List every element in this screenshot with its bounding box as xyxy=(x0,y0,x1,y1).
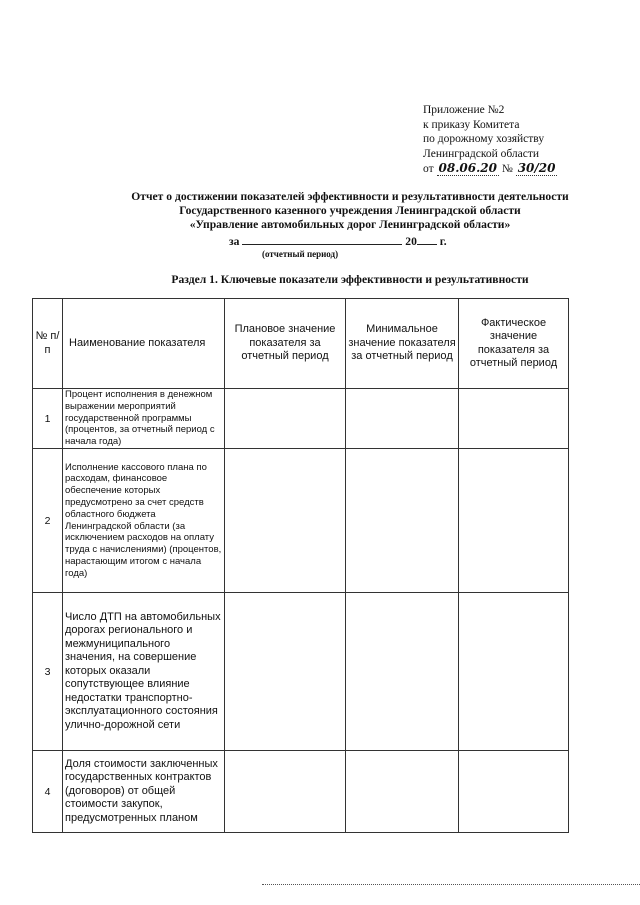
header-minimal: Минимальное значение показателя за отчетный период xyxy=(346,299,459,389)
row-minimal-cell xyxy=(346,449,459,593)
indicators-table xyxy=(32,298,569,833)
period-blank xyxy=(242,234,402,245)
date-prefix: от xyxy=(423,163,434,176)
row-num: 3 xyxy=(33,593,63,751)
row-actual-cell xyxy=(459,449,569,593)
appendix-line-3: по дорожному хозяйству xyxy=(423,133,545,146)
title-line-2: Государственного казенного учреждения Ленинградской области xyxy=(179,204,521,217)
appendix-block xyxy=(423,103,557,177)
row-num: 1 xyxy=(33,389,63,449)
period-suffix: г. xyxy=(439,235,447,248)
appendix-line-2: к приказу Комитета xyxy=(423,118,520,131)
header-name: Наименование показателя xyxy=(63,299,225,389)
row-actual-cell xyxy=(459,751,569,833)
order-date: 08.06.20 xyxy=(438,161,497,176)
header-planned: Плановое значение показателя за отчетный период xyxy=(225,299,346,389)
report-title xyxy=(60,190,640,232)
row-num: 4 xyxy=(33,751,63,833)
period-note: (отчетный период) xyxy=(262,249,339,259)
title-line-1: Отчет о достижении показателей эффективности и результативности деятельности xyxy=(131,190,569,203)
row-actual-cell xyxy=(459,593,569,751)
appendix-line-4: Ленинградской области xyxy=(423,147,540,160)
period-prefix: за xyxy=(229,235,240,248)
row-planned-cell xyxy=(225,389,346,449)
table-row xyxy=(33,593,569,751)
appendix-line-1: Приложение №2 xyxy=(423,104,505,116)
row-num: 2 xyxy=(33,449,63,593)
row-name: Исполнение кассового плана по расходам, финансовое обеспечение которых предусмотрено за счет средств областного бюджета Ленинградской области (за исключением расходов на оплату труда с начислениями) (процентов, нарастающим итогом с начала года) xyxy=(63,449,225,593)
section-title: Раздел 1. Ключевые показатели эффективности и результативности xyxy=(171,273,529,286)
table-header-row xyxy=(33,299,569,389)
period-year: 20 xyxy=(405,235,417,248)
header-num: № п/п xyxy=(33,299,63,389)
appendix-date-line xyxy=(423,161,557,177)
title-line-3: «Управление автомобильных дорог Ленинградской области» xyxy=(189,218,511,231)
table-row xyxy=(33,389,569,449)
row-minimal-cell xyxy=(346,389,459,449)
row-minimal-cell xyxy=(346,593,459,751)
year-blank xyxy=(417,234,437,245)
header-actual: Фактическое значение показателя за отчетный период xyxy=(459,299,569,389)
row-actual-cell xyxy=(459,389,569,449)
bottom-divider xyxy=(262,884,640,885)
row-name: Доля стоимости заключенных государственных контрактов (договоров) от общей стоимости закупок, предусмотренных планом xyxy=(63,751,225,833)
table-row xyxy=(33,449,569,593)
row-name: Процент исполнения в денежном выражении мероприятий государственной программы (процентов, за отчетный период с начала года) xyxy=(63,389,225,449)
number-prefix: № xyxy=(501,163,513,176)
row-planned-cell xyxy=(225,751,346,833)
row-minimal-cell xyxy=(346,751,459,833)
row-name: Число ДТП на автомобильных дорогах регионального и межмуниципального значения, на совершение которых оказали сопутствующее влияние недостатки транспортно-эксплуатационного состояния улично-дорожной сети xyxy=(63,593,225,751)
order-number: 30/20 xyxy=(517,161,556,176)
period-line xyxy=(229,234,447,248)
row-planned-cell xyxy=(225,593,346,751)
row-planned-cell xyxy=(225,449,346,593)
table-row xyxy=(33,751,569,833)
